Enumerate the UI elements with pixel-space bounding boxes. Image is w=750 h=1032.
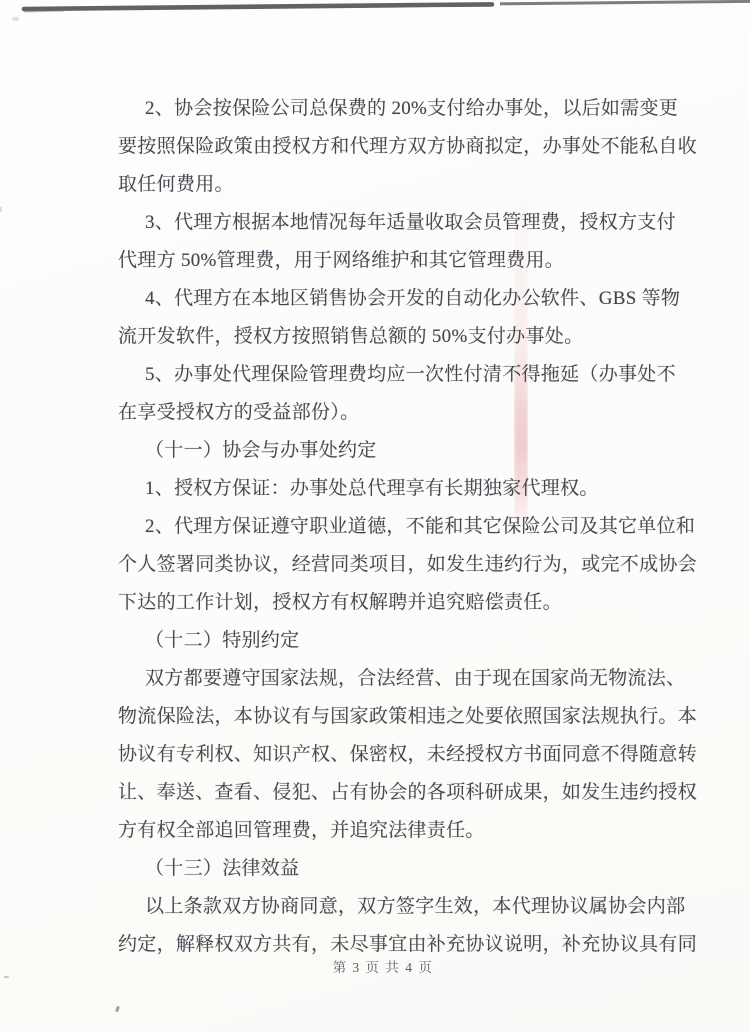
text-line: 协议有专利权、知识产权、保密权，未经授权方书面同意不得随意转: [118, 744, 698, 765]
text-line: 取任何费用。: [118, 174, 234, 195]
text-line: 4、代理方在本地区销售协会开发的自动化办公软件、GBS 等物: [145, 288, 681, 309]
scan-speck: [12, 17, 19, 21]
text-line: 1、授权方保证：办事处总代理享有长期独家代理权。: [145, 478, 599, 499]
scan-speck: [4, 976, 9, 978]
document-body: [118, 90, 696, 964]
text-line: 双方都要遵守国家法规，合法经营、由于现在国家尚无物流法、: [145, 668, 686, 689]
section-heading-line: （十三）法律效益: [145, 858, 300, 879]
section-heading-line: （十一）协会与办事处约定: [145, 440, 377, 461]
section-heading-line: （十二）特别约定: [145, 630, 300, 651]
text-line: 让、奉送、查看、侵犯、占有协会的各项科研成果，如发生违约授权: [118, 782, 698, 803]
text-line: 代理方 50%管理费，用于网络维护和其它管理费用。: [118, 250, 565, 271]
text-line: 3、代理方根据本地情况每年适量收取会员管理费，授权方支付: [145, 212, 676, 233]
scan-artifact-top-edge-line: [0, 0, 750, 16]
text-line: 2、代理方保证遵守职业道德，不能和其它保险公司及其它单位和: [145, 516, 696, 537]
text-line: 5、办事处代理保险管理费均应一次性付清不得拖延（办事处不: [145, 364, 676, 385]
text-line: 方有权全部追回管理费，并追究法律责任。: [118, 820, 485, 841]
text-line: 以上条款双方协商同意，双方签字生效，本代理协议属协会内部: [145, 896, 686, 917]
text-line: 要按照保险政策由授权方和代理方双方协商拟定，办事处不能私自收: [118, 136, 698, 157]
text-line: 个人签署同类协议，经营同类项目，如发生违约行为，或完不成协会: [118, 554, 698, 575]
text-line: 2、协会按保险公司总保费的 20%支付给办事处，以后如需变更: [145, 98, 679, 119]
scan-speck: [0, 207, 2, 212]
text-line: 流开发软件，授权方按照销售总额的 50%支付办事处。: [118, 326, 584, 347]
text-line: 约定，解释权双方共有，未尽事宜由补充协议说明，补充协议具有同: [118, 934, 698, 955]
text-line: 在享受授权方的受益部份）。: [118, 402, 360, 423]
scan-speck: [115, 1006, 120, 1013]
page-number-footer: 第 3 页 共 4 页: [332, 960, 434, 975]
text-line: 物流保险法，本协议有与国家政策相违之处要依照国家法规执行。本: [118, 706, 698, 727]
text-line: 下达的工作计划，授权方有权解聘并追究赔偿责任。: [118, 592, 562, 613]
